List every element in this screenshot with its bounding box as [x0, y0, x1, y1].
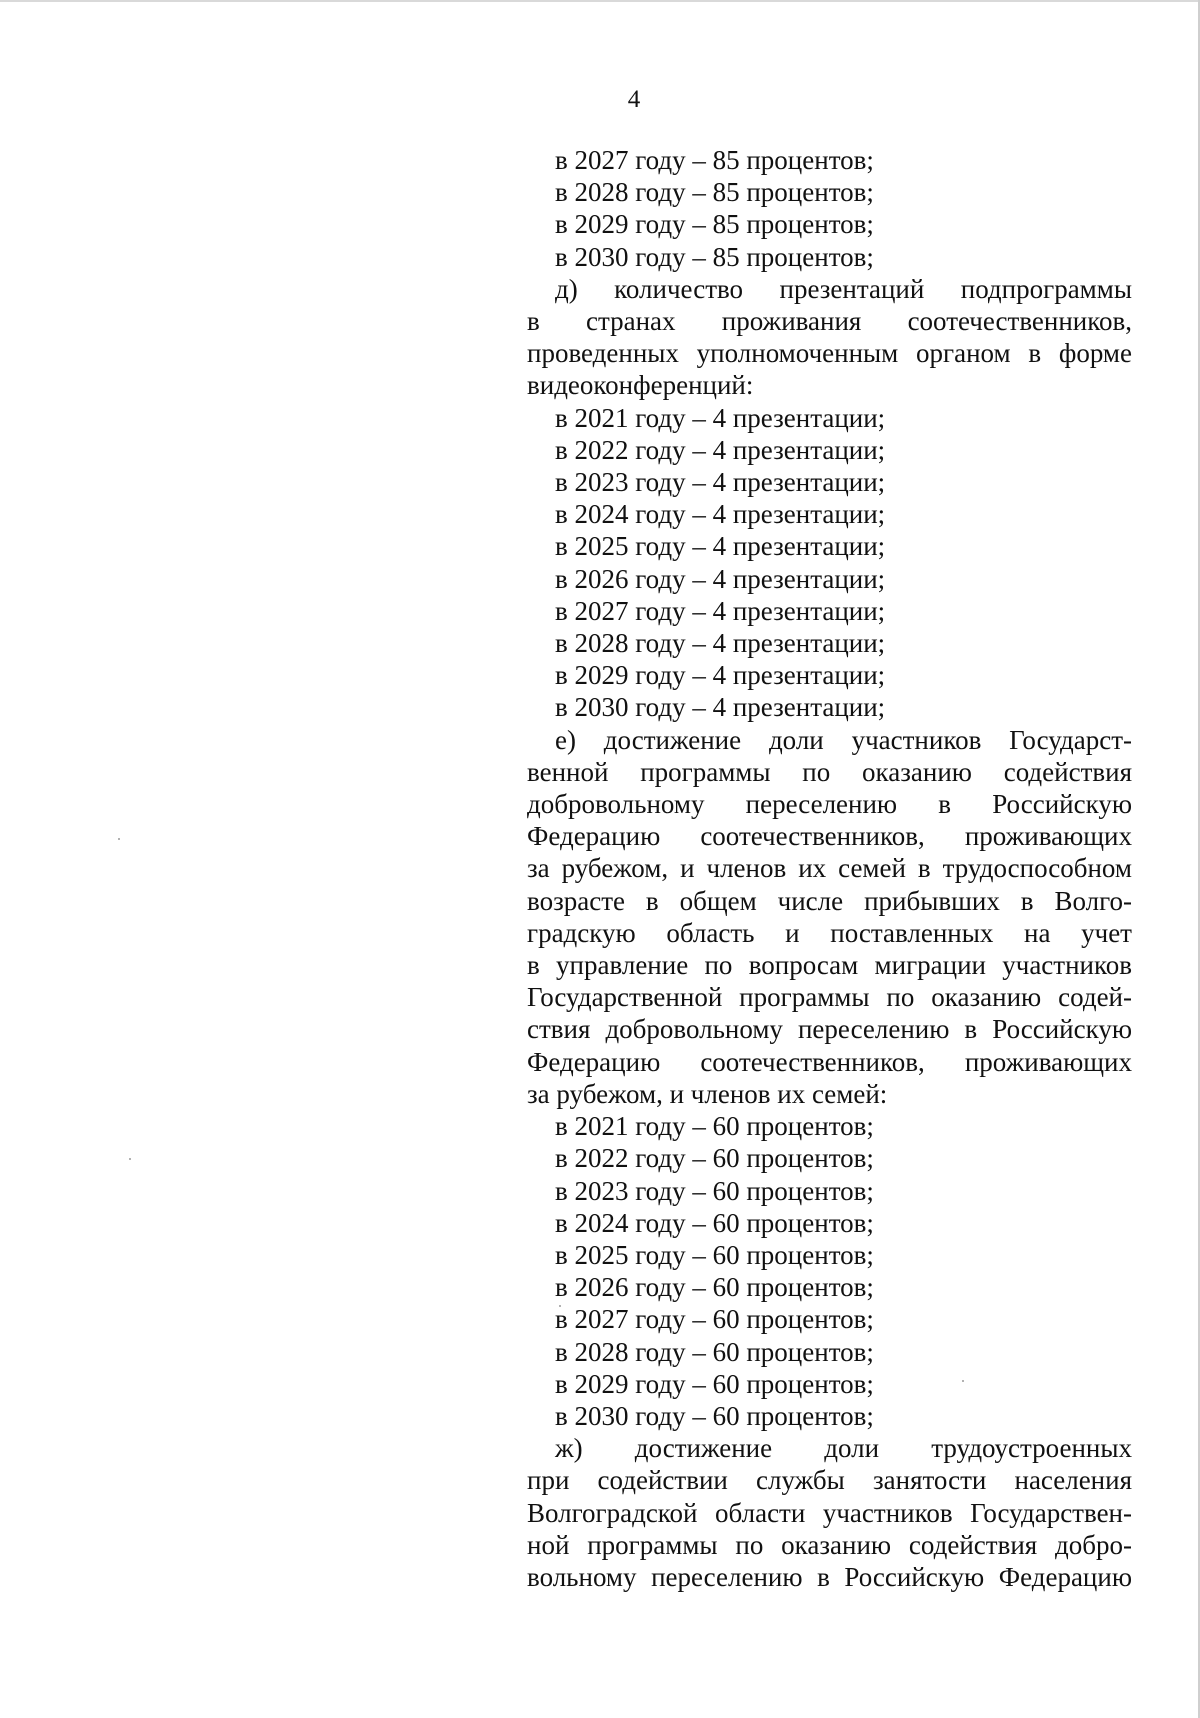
paragraph-line: ной программы по оказанию содействия добро- [527, 1529, 1132, 1560]
paragraph-line: возрасте в общем числе прибывших в Волго- [527, 885, 1132, 916]
list-item-line: в 2030 году – 4 презентации; [555, 692, 886, 723]
list-item-line: в 2025 году – 60 процентов; [555, 1239, 874, 1270]
list-item-line: в 2029 году – 60 процентов; [555, 1368, 874, 1399]
list-item-line: в 2023 году – 4 презентации; [555, 467, 886, 498]
paragraph-line: в управление по вопросам миграции участников [527, 950, 1132, 981]
paragraph-line: Государственной программы по оказанию содей- [527, 982, 1132, 1013]
list-item-line: в 2021 году – 4 презентации; [555, 402, 886, 433]
list-item-line: в 2028 году – 4 презентации; [555, 628, 886, 659]
paragraph-line: в странах проживания соотечественников, [527, 306, 1132, 337]
page-number: 4 [627, 86, 641, 113]
list-item-line: в 2024 году – 60 процентов; [555, 1207, 874, 1238]
paragraph-line: ж) достижение доли трудоустроенных [555, 1433, 1132, 1464]
list-item-line: в 2022 году – 4 презентации; [555, 434, 886, 465]
paragraph-line: градскую область и поставленных на учет [527, 917, 1132, 948]
list-item-line: в 2027 году – 60 процентов; [555, 1304, 874, 1335]
paragraph-line: венной программы по оказанию содействия [527, 756, 1132, 787]
paragraph-line: Федерацию соотечественников, проживающих [527, 821, 1132, 852]
paragraph-line: вольному переселению в Российскую Федерацию [527, 1561, 1132, 1592]
list-item-line: в 2026 году – 4 презентации; [555, 563, 886, 594]
paragraph-line: д) количество презентаций подпрограммы [555, 273, 1132, 304]
paragraph-line: добровольному переселению в Российскую [527, 789, 1132, 820]
list-item-line: в 2028 году – 85 процентов; [555, 177, 874, 208]
list-item-line: в 2024 году – 4 презентации; [555, 499, 886, 530]
document-text-column [527, 144, 1132, 1593]
list-item-line: в 2022 году – 60 процентов; [555, 1143, 874, 1174]
list-item-line: в 2027 году – 4 презентации; [555, 595, 886, 626]
list-item-line: в 2028 году – 60 процентов; [555, 1336, 874, 1367]
paragraph-line: е) достижение доли участников Государст- [555, 724, 1132, 755]
list-item-line: в 2027 году – 85 процентов; [555, 145, 874, 175]
list-item-line: в 2030 году – 60 процентов; [555, 1400, 874, 1431]
list-item-line: в 2029 году – 4 презентации; [555, 660, 886, 691]
paragraph-line: проведенных уполномоченным органом в форме [527, 338, 1132, 369]
paragraph-line: ствия добровольному переселению в Российскую [527, 1014, 1132, 1045]
list-item-line: в 2030 году – 85 процентов; [555, 241, 874, 272]
scan-edge-top [0, 0, 1200, 2]
paragraph-line: Федерацию соотечественников, проживающих [527, 1046, 1132, 1077]
scan-speck [129, 1158, 131, 1160]
paragraph-line: Волгоградской области участников Государствен- [527, 1497, 1132, 1528]
list-item-line: в 2029 году – 85 процентов; [555, 209, 874, 240]
list-item-line: в 2021 году – 60 процентов; [555, 1111, 874, 1142]
list-item-line: в 2025 году – 4 презентации; [555, 531, 886, 562]
list-item-line: в 2023 году – 60 процентов; [555, 1175, 874, 1206]
paragraph-line: видеоконференций: [527, 370, 754, 401]
paragraph-line: за рубежом, и членов их семей: [527, 1078, 888, 1109]
scan-speck [118, 838, 120, 840]
paragraph-line: при содействии службы занятости населения [527, 1465, 1132, 1496]
list-item-line: в 2026 году – 60 процентов; [555, 1272, 874, 1303]
paragraph-line: за рубежом, и членов их семей в трудоспособном [527, 853, 1132, 884]
